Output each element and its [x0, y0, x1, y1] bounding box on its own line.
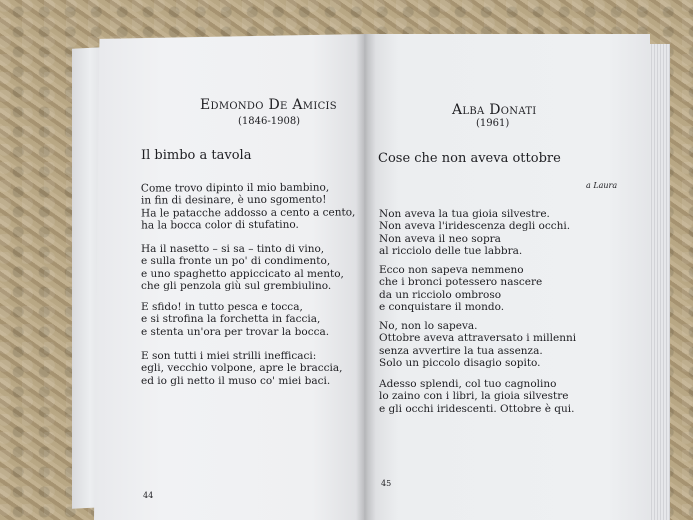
verse-line: e sulla fronte un po' di condimento,: [141, 255, 331, 268]
verse-line: da un ricciolo ombroso: [379, 288, 502, 301]
right-stanza-3: [379, 320, 576, 369]
left-years: (1846-1908): [238, 116, 301, 127]
verse-line: ed io gli netto il muso co' miei baci.: [141, 374, 331, 387]
left-page-number: 44: [143, 491, 154, 500]
verse-line: senza avvertire la tua assenza.: [379, 344, 543, 357]
right-poem-title: Cose che non aveva ottobre: [378, 151, 561, 166]
verse-line: Solo un piccolo disagio sopito.: [379, 356, 541, 369]
right-years: (1961): [476, 118, 510, 129]
right-stanza-2: [379, 264, 542, 313]
verse-line: e uno spaghetto appiccicato al mento,: [141, 267, 344, 280]
left-stanza-2: [141, 243, 344, 292]
verse-line: e si strofina la forchetta in faccia,: [141, 313, 321, 326]
verse-line: No, non lo sapeva.: [379, 320, 478, 332]
right-dedication: a Laura: [586, 181, 618, 190]
verse-line: Ottobre aveva attraversato i millenni: [379, 332, 577, 345]
verse-line: Ha il nasetto – si sa – tinto di vino,: [141, 243, 325, 255]
right-author: Alba Donati: [452, 102, 537, 118]
verse-line: E son tutti i miei strilli inefficaci:: [141, 350, 317, 362]
verse-line: al ricciolo delle tue labbra.: [379, 244, 523, 257]
verse-line: Ha le patacche addosso a cento a cento,: [141, 206, 356, 220]
verse-line: Non aveva la tua gioia silvestre.: [379, 208, 550, 220]
left-poem-title: Il bimbo a tavola: [141, 148, 252, 163]
verse-line: e conquistare il mondo.: [379, 300, 505, 313]
verse-line: Ecco non sapeva nemmeno: [379, 264, 524, 276]
verse-line: in fin di desinare, è uno sgomento!: [140, 193, 327, 207]
left-stanza-1: [141, 181, 356, 231]
left-stanza-3: [141, 301, 329, 338]
verse-line: lo zaino con i libri, la gioia silvestre: [379, 390, 569, 403]
verse-line: Adesso splendi, col tuo cagnolino: [379, 378, 557, 390]
verse-line: Non aveva il neo sopra: [379, 232, 501, 245]
right-page-number: 45: [381, 479, 392, 488]
verse-line: egli, vecchio volpone, apre le braccia,: [141, 362, 343, 375]
verse-line: che gli penzola giù sul grembiulino.: [141, 279, 332, 292]
verse-line: Come trovo dipinto il mio bambino,: [140, 181, 330, 195]
left-author: Edmondo De Amicis: [200, 97, 337, 113]
verse-line: che i bronci potessero nascere: [379, 276, 543, 289]
right-stanza-1: [379, 208, 570, 257]
verse-line: e gli occhi iridescenti. Ottobre è qui.: [379, 402, 575, 415]
left-stanza-4: [141, 350, 343, 387]
verse-line: ha la bocca color di stufatino.: [141, 218, 299, 232]
verse-line: Non aveva l'iridescenza degli occhi.: [379, 220, 571, 233]
book-gutter-shadow: [356, 34, 376, 520]
verse-line: E sfido! in tutto pesca e tocca,: [141, 301, 303, 313]
verse-line: e stenta un'ora per trovar la bocca.: [141, 325, 330, 338]
right-stanza-4: [379, 378, 574, 415]
